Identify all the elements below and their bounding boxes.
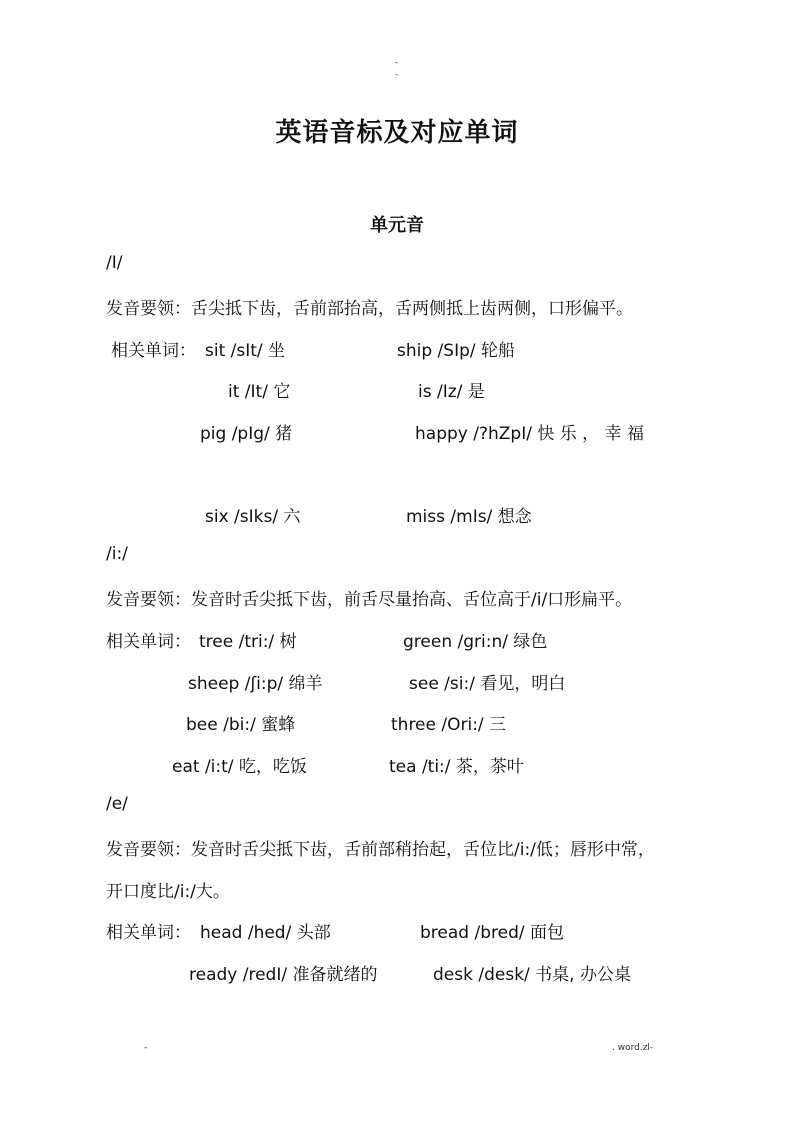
word-entry: eat /i:t/ 吃，吃饭 — [172, 757, 307, 777]
word-entry: ship /SIp/ 轮船 — [397, 341, 516, 361]
section-title: 单元音 — [370, 215, 424, 236]
word-entry: pig /pIg/ 猪 — [200, 424, 293, 444]
word-entry: six /sIks/ 六 — [205, 507, 301, 527]
word-entry: sheep /ʃi:p/ 绵羊 — [188, 674, 323, 694]
footer-right-mark: . word.zl- — [612, 1043, 654, 1053]
word-entry: see /si:/ 看见，明白 — [409, 674, 566, 694]
words-label: 相关单词： — [106, 632, 191, 652]
words-label: 相关单词： — [111, 341, 196, 361]
pronunciation-tip: 发音要领：发音时舌尖抵下齿，前舌尽量抬高、舌位高于/i/口形扁平。 — [106, 590, 633, 610]
word-entry: bee /bi:/ 蜜蜂 — [186, 715, 296, 735]
word-entry: happy /?hZpI/ 快 乐 ， 幸 福 — [415, 424, 644, 444]
word-entry: tree /tri:/ 树 — [199, 632, 297, 652]
word-entry: three /Ori:/ 三 — [391, 715, 507, 735]
phonetic-symbol: /e/ — [106, 794, 128, 814]
word-entry: it /It/ 它 — [228, 382, 291, 402]
word-entry: sit /sIt/ 坐 — [205, 341, 286, 361]
words-label: 相关单词： — [106, 923, 191, 943]
word-entry: head /hed/ 头部 — [200, 923, 331, 943]
word-entry: tea /ti:/ 茶，茶叶 — [389, 757, 524, 777]
pronunciation-tip-continued: 开口度比/i:/大。 — [106, 882, 230, 902]
page-title: 英语音标及对应单词 — [275, 118, 519, 148]
word-entry: is /Iz/ 是 — [418, 382, 485, 402]
word-entry: desk /desk/ 书桌, 办公桌 — [433, 965, 631, 985]
header-mark-top: - — [395, 58, 399, 68]
header-mark-bottom: - — [395, 70, 399, 80]
word-entry: bread /bred/ 面包 — [420, 923, 564, 943]
pronunciation-tip: 发音要领：发音时舌尖抵下齿，舌前部稍抬起，舌位比/i:/低；唇形中常， — [106, 840, 655, 860]
pronunciation-tip: 发音要领：舌尖抵下齿，舌前部抬高，舌两侧抵上齿两侧，口形偏平。 — [106, 299, 633, 319]
phonetic-symbol: /i:/ — [106, 544, 128, 564]
word-entry: miss /mIs/ 想念 — [406, 507, 532, 527]
word-entry: green /gri:n/ 绿色 — [403, 632, 548, 652]
phonetic-symbol: /I/ — [106, 253, 123, 273]
word-entry: ready /redI/ 准备就绪的 — [189, 965, 378, 985]
footer-left-mark: - — [144, 1043, 148, 1053]
